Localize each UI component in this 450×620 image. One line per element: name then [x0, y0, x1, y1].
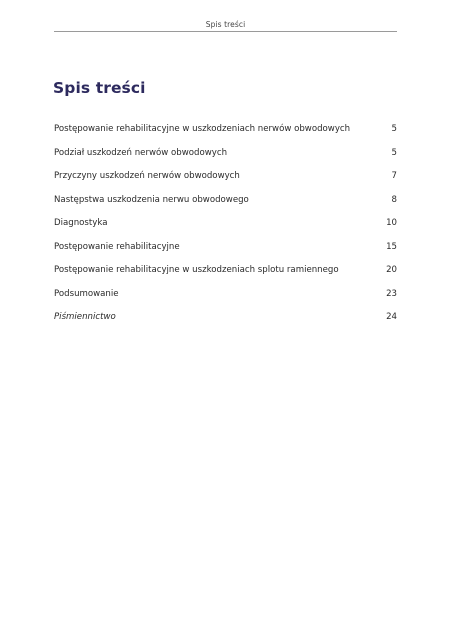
toc-entry-bibliography[interactable] — [54, 312, 397, 336]
toc-entry-title: Diagnostyka — [54, 218, 108, 228]
toc-entry-title: Postępowanie rehabilitacyjne w uszkodzeniach splotu ramiennego — [54, 265, 339, 275]
toc-entry[interactable] — [54, 289, 397, 313]
toc-entry-title: Postępowanie rehabilitacyjne w uszkodzeniach nerwów obwodowych — [54, 124, 351, 134]
toc-entry-page: 5 — [391, 124, 397, 134]
toc-entry-title: Podsumowanie — [54, 288, 119, 299]
toc-entry-page: 10 — [386, 218, 397, 228]
toc-entry[interactable] — [54, 265, 397, 289]
toc-entry-page: 7 — [391, 171, 397, 181]
toc-entry[interactable] — [54, 242, 397, 266]
toc-entry-page: 24 — [386, 312, 397, 322]
header-divider — [54, 31, 397, 32]
toc-entry[interactable] — [54, 218, 397, 242]
toc-entry-page: 23 — [386, 288, 397, 299]
toc-title: Spis treści — [53, 79, 146, 97]
toc-list — [54, 124, 397, 336]
toc-entry-page: 20 — [386, 265, 397, 275]
toc-entry-title: Następstwa uszkodzenia nerwu obwodowego — [54, 194, 249, 205]
toc-entry-title: Przyczyny uszkodzeń nerwów obwodowych — [54, 171, 240, 181]
toc-entry-page: 5 — [391, 147, 397, 158]
toc-entry-page: 8 — [391, 194, 397, 205]
toc-entry[interactable] — [54, 195, 397, 219]
toc-entry[interactable] — [54, 171, 397, 195]
toc-entry-title: Postępowanie rehabilitacyjne — [54, 241, 180, 252]
toc-entry[interactable] — [54, 148, 397, 172]
toc-entry[interactable] — [54, 124, 397, 148]
toc-entry-title: Piśmiennictwo — [54, 312, 116, 322]
toc-entry-title: Podział uszkodzeń nerwów obwodowych — [54, 147, 228, 158]
running-header: Spis treści — [205, 20, 246, 29]
toc-entry-page: 15 — [386, 241, 397, 252]
